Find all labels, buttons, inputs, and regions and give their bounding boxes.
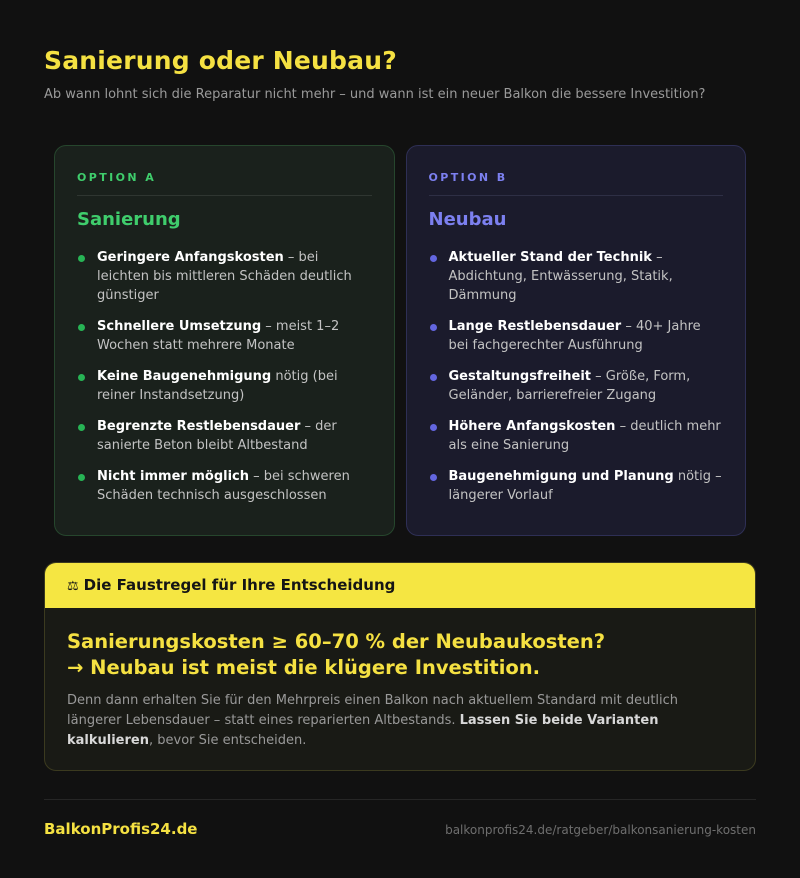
bullet-dot-icon: [78, 324, 85, 331]
rule-heading-text: Die Faustregel für Ihre Entscheidung: [83, 576, 396, 594]
item-text: – bei schweren Schäden technisch ausgeschlossen: [97, 469, 350, 503]
scale-icon: ⚖: [67, 579, 79, 594]
divider: [77, 195, 372, 196]
list-item: [429, 248, 724, 305]
item-text: nötig – längerer Vorlauf: [448, 469, 722, 503]
page-subtitle: Ab wann lohnt sich die Reparatur nicht mehr – und wann ist ein neuer Balkon die bessere Investition?: [44, 87, 706, 102]
option-label: OPTION B: [428, 171, 508, 184]
list-item: [429, 317, 724, 355]
bullet-dot-icon: [430, 424, 437, 431]
option-list: [77, 248, 372, 505]
comparison-cards: [54, 145, 746, 536]
option-list: [429, 248, 724, 505]
item-text: – 40+ Jahre bei fachgerechter Ausführung: [448, 319, 701, 353]
item-strong: Nicht immer möglich: [97, 469, 249, 484]
item-text: – deutlich mehr als eine Sanierung: [448, 419, 721, 453]
page-title: Sanierung oder Neubau?: [44, 46, 397, 75]
bullet-dot-icon: [430, 374, 437, 381]
bullet-dot-icon: [430, 324, 437, 331]
brand-logo[interactable]: BalkonProfis24.de: [44, 820, 198, 838]
rule-of-thumb-box: [44, 562, 756, 771]
list-item: [77, 317, 372, 355]
option-title: Neubau: [428, 209, 507, 230]
option-card-neubau: [406, 145, 747, 536]
item-strong: Lange Restlebensdauer: [448, 319, 622, 334]
bullet-dot-icon: [78, 374, 85, 381]
list-item: [77, 467, 372, 505]
bullet-dot-icon: [78, 424, 85, 431]
item-strong: Aktueller Stand der Technik: [448, 250, 652, 265]
footer-divider: [44, 799, 756, 800]
source-url[interactable]: balkonprofis24.de/ratgeber/balkonsanierung-kosten: [445, 823, 756, 837]
item-strong: Baugenehmigung und Planung: [448, 469, 674, 484]
rule-heading: [45, 563, 755, 608]
item-strong: Keine Baugenehmigung: [97, 369, 272, 384]
item-strong: Höhere Anfangskosten: [448, 419, 616, 434]
item-text: – der sanierte Beton bleibt Altbestand: [97, 419, 337, 453]
bullet-dot-icon: [430, 255, 437, 262]
bullet-dot-icon: [78, 474, 85, 481]
rule-title-line1: Sanierungskosten ≥ 60–70 % der Neubaukosten?: [67, 630, 606, 653]
item-strong: Gestaltungsfreiheit: [448, 369, 592, 384]
item-text: – meist 1–2 Wochen statt mehrere Monate: [97, 319, 340, 353]
list-item: [429, 417, 724, 455]
rule-body: [45, 608, 755, 751]
rule-title-line2: → Neubau ist meist die klügere Investition.: [67, 656, 541, 679]
option-card-sanierung: [54, 145, 395, 536]
list-item: [77, 417, 372, 455]
list-item: [77, 248, 372, 305]
item-text: – Abdichtung, Entwässerung, Statik, Dämmung: [448, 250, 673, 303]
option-label: OPTION A: [77, 171, 157, 184]
item-strong: Geringere Anfangskosten: [97, 250, 284, 265]
item-text: nötig (bei reiner Instandsetzung): [97, 369, 338, 403]
rule-text-part: , bevor Sie entscheiden.: [149, 733, 307, 748]
list-item: [429, 367, 724, 405]
rule-text-part: Denn dann erhalten Sie für den Mehrpreis einen Balkon nach aktuellem Standard mit deutlich längerer Lebensdauer – statt eines reparierten Altbestands.: [67, 693, 679, 728]
divider: [429, 195, 724, 196]
list-item: [77, 367, 372, 405]
item-text: – bei leichten bis mittleren Schäden deutlich günstiger: [97, 250, 352, 303]
bullet-dot-icon: [78, 255, 85, 262]
item-strong: Schnellere Umsetzung: [97, 319, 262, 334]
header: [44, 44, 756, 104]
rule-title: [67, 629, 733, 681]
bullet-dot-icon: [430, 474, 437, 481]
rule-text-strong: Lassen Sie beide Varianten kalkulieren: [67, 713, 659, 748]
option-title: Sanierung: [77, 209, 181, 230]
list-item: [429, 467, 724, 505]
rule-text: [67, 691, 733, 751]
item-strong: Begrenzte Restlebensdauer: [97, 419, 301, 434]
item-text: – Größe, Form, Geländer, barrierefreier Zugang: [448, 369, 691, 403]
